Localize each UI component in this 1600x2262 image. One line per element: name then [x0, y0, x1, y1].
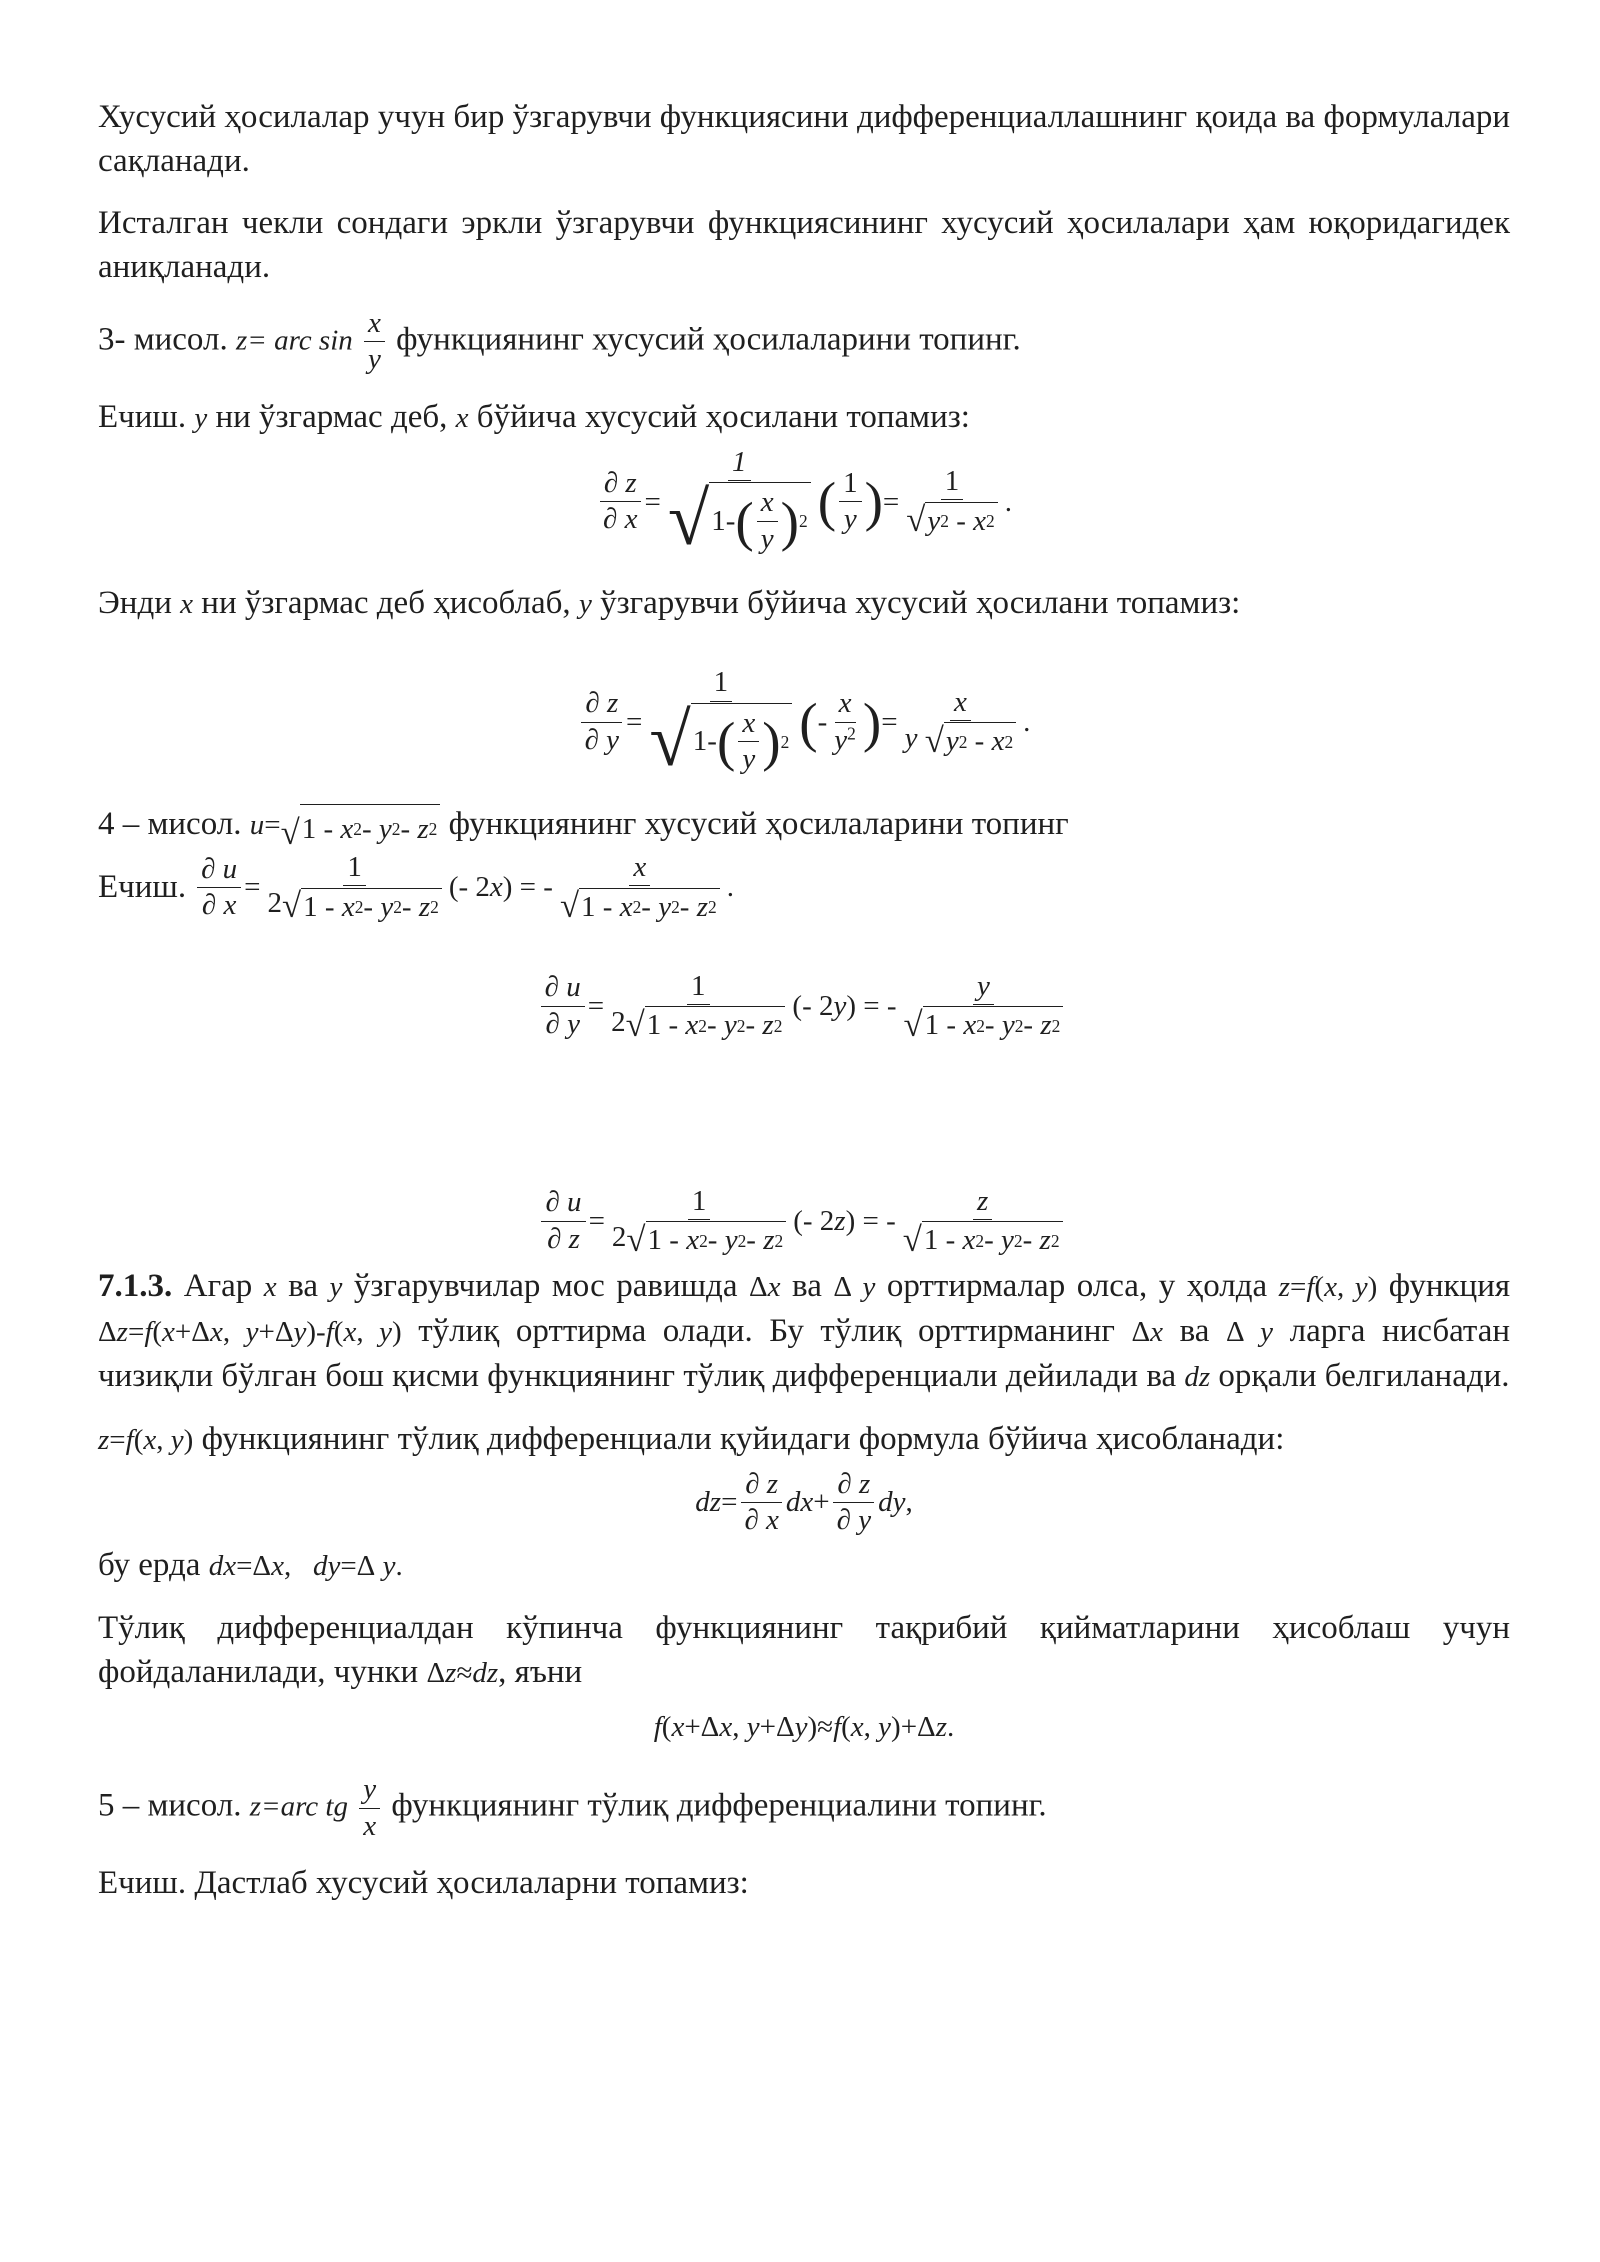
example-5-fraction: $\frac{y}{x}$	[359, 1773, 380, 1843]
total-differential-line: z=f(x, y) функциянинг тўлиқ дифференциали қуйидаги формула бўйича ҳисобланади:	[98, 1420, 1285, 1457]
solution-5-intro: Ечиш. Дастлаб хусусий ҳосилаларни топамиз:	[98, 1864, 749, 1901]
equation-dz-dx: $\frac{\partial z}{\partial x}$ = 1 √ 1- ( $\frac{x}{y}$ ) 2 ( $\frac{1}{y}$ ) = 1 √ y 2 - x 2 .	[98, 446, 1510, 558]
equation-approximation: f ( x +Δ x , y +Δ y )≈ f ( x , y )+Δ z .	[653, 1711, 955, 1744]
solution-3-intro: Ечиш. y ни ўзгармас деб, x бўйича хусусий ҳосилани топамиз:	[98, 398, 970, 435]
document-page	[98, 95, 1510, 1905]
example-4: 4 – мисол. u= √ 1 - x 2 - y 2 - z 2 функциянинг хусусий ҳосилаларини топинг	[98, 802, 1510, 851]
paragraph-intro: Хусусий ҳосилалар учун бир ўзгарувчи функциясини дифференциаллашнинг қоида ва формулалари сақланади.	[98, 99, 1510, 179]
section-number: 7.1.3.	[98, 1267, 173, 1304]
example-3-fraction: $\frac{x}{y}$	[364, 307, 385, 377]
example-3-func: z= arc sin	[235, 324, 353, 357]
solution-3-second: Энди x ни ўзгармас деб ҳисоблаб, y ўзгарувчи бўйича хусусий ҳосилани топамиз:	[98, 585, 1241, 622]
example-5: 5 – мисол. z=arc tg $\frac{y}{x}$ функциянинг тўлиқ дифференциалини топинг.	[98, 1773, 1047, 1842]
paragraph-definition: Исталган чекли сондаги эркли ўзгарувчи функциясининг хусусий ҳосилалари ҳам юқоридагидек аниқланади.	[98, 205, 1510, 285]
equation-dz-dy: $\frac{\partial z}{\partial y}$ = 1 √ 1- ( $\frac{x}{y}$ ) 2 ( - $\frac{x}{y^2}$ ) = x y √ y 2 - x 2 .	[98, 666, 1510, 778]
example-3-label: 3- мисол.	[98, 321, 228, 358]
equation-dz-total: dz = $\frac{\partial z}{\partial x}$ dx + $\frac{\partial z}{\partial y}$ dy ,	[695, 1467, 913, 1536]
example-3-text: функциянинг хусусий ҳосилаларини топинг.	[396, 321, 1021, 358]
equation-du-dz: $\frac{\partial u}{\partial z}$ = 1 2 √ 1 - x 2 - y 2 - z 2 (- 2 z ) = - z √ 1 - x 2 - y 2 - z 2	[98, 1185, 1510, 1258]
equation-du-dy: $\frac{\partial u}{\partial y}$ = 1 2 √ 1 - x 2 - y 2 - z 2 (- 2 y ) = - y √ 1 - x 2 - y 2 - z 2	[98, 970, 1510, 1043]
section-7-1-3: 7.1.3. Агар x ва y ўзгарувчилар мос равишда Δx ва Δ y орттирмалар олса, у ҳолда z=f(x, y) функция Δz=f(x+Δx, y+Δy)-f(x, y) тўлиқ орттирма олади. Бу тўлиқ орттирманинг Δx ва Δ y ларга нисбатан чизиқли бўлган бош қисми функциянинг тўлиқ дифференциали дейилади ва dz орқали белгиланади.	[98, 1267, 1511, 1394]
where-line: бу ерда dx=Δx, dy=Δ y.	[98, 1547, 403, 1584]
solution-4-du-dx: Ечиш. $\frac{\partial u}{\partial x}$ = 1 2 √ 1 - x 2 - y 2 - z 2 (- 2 x ) = - x √ 1 - x 2 - y 2 - z 2 .	[98, 851, 734, 926]
example-3	[98, 307, 1510, 377]
approximation-paragraph: Тўлиқ дифференциалдан кўпинча функциянинг тақрибий қийматларини ҳисоблаш учун фойдаланилади, чунки Δz≈dz, яъни	[98, 1610, 1510, 1691]
